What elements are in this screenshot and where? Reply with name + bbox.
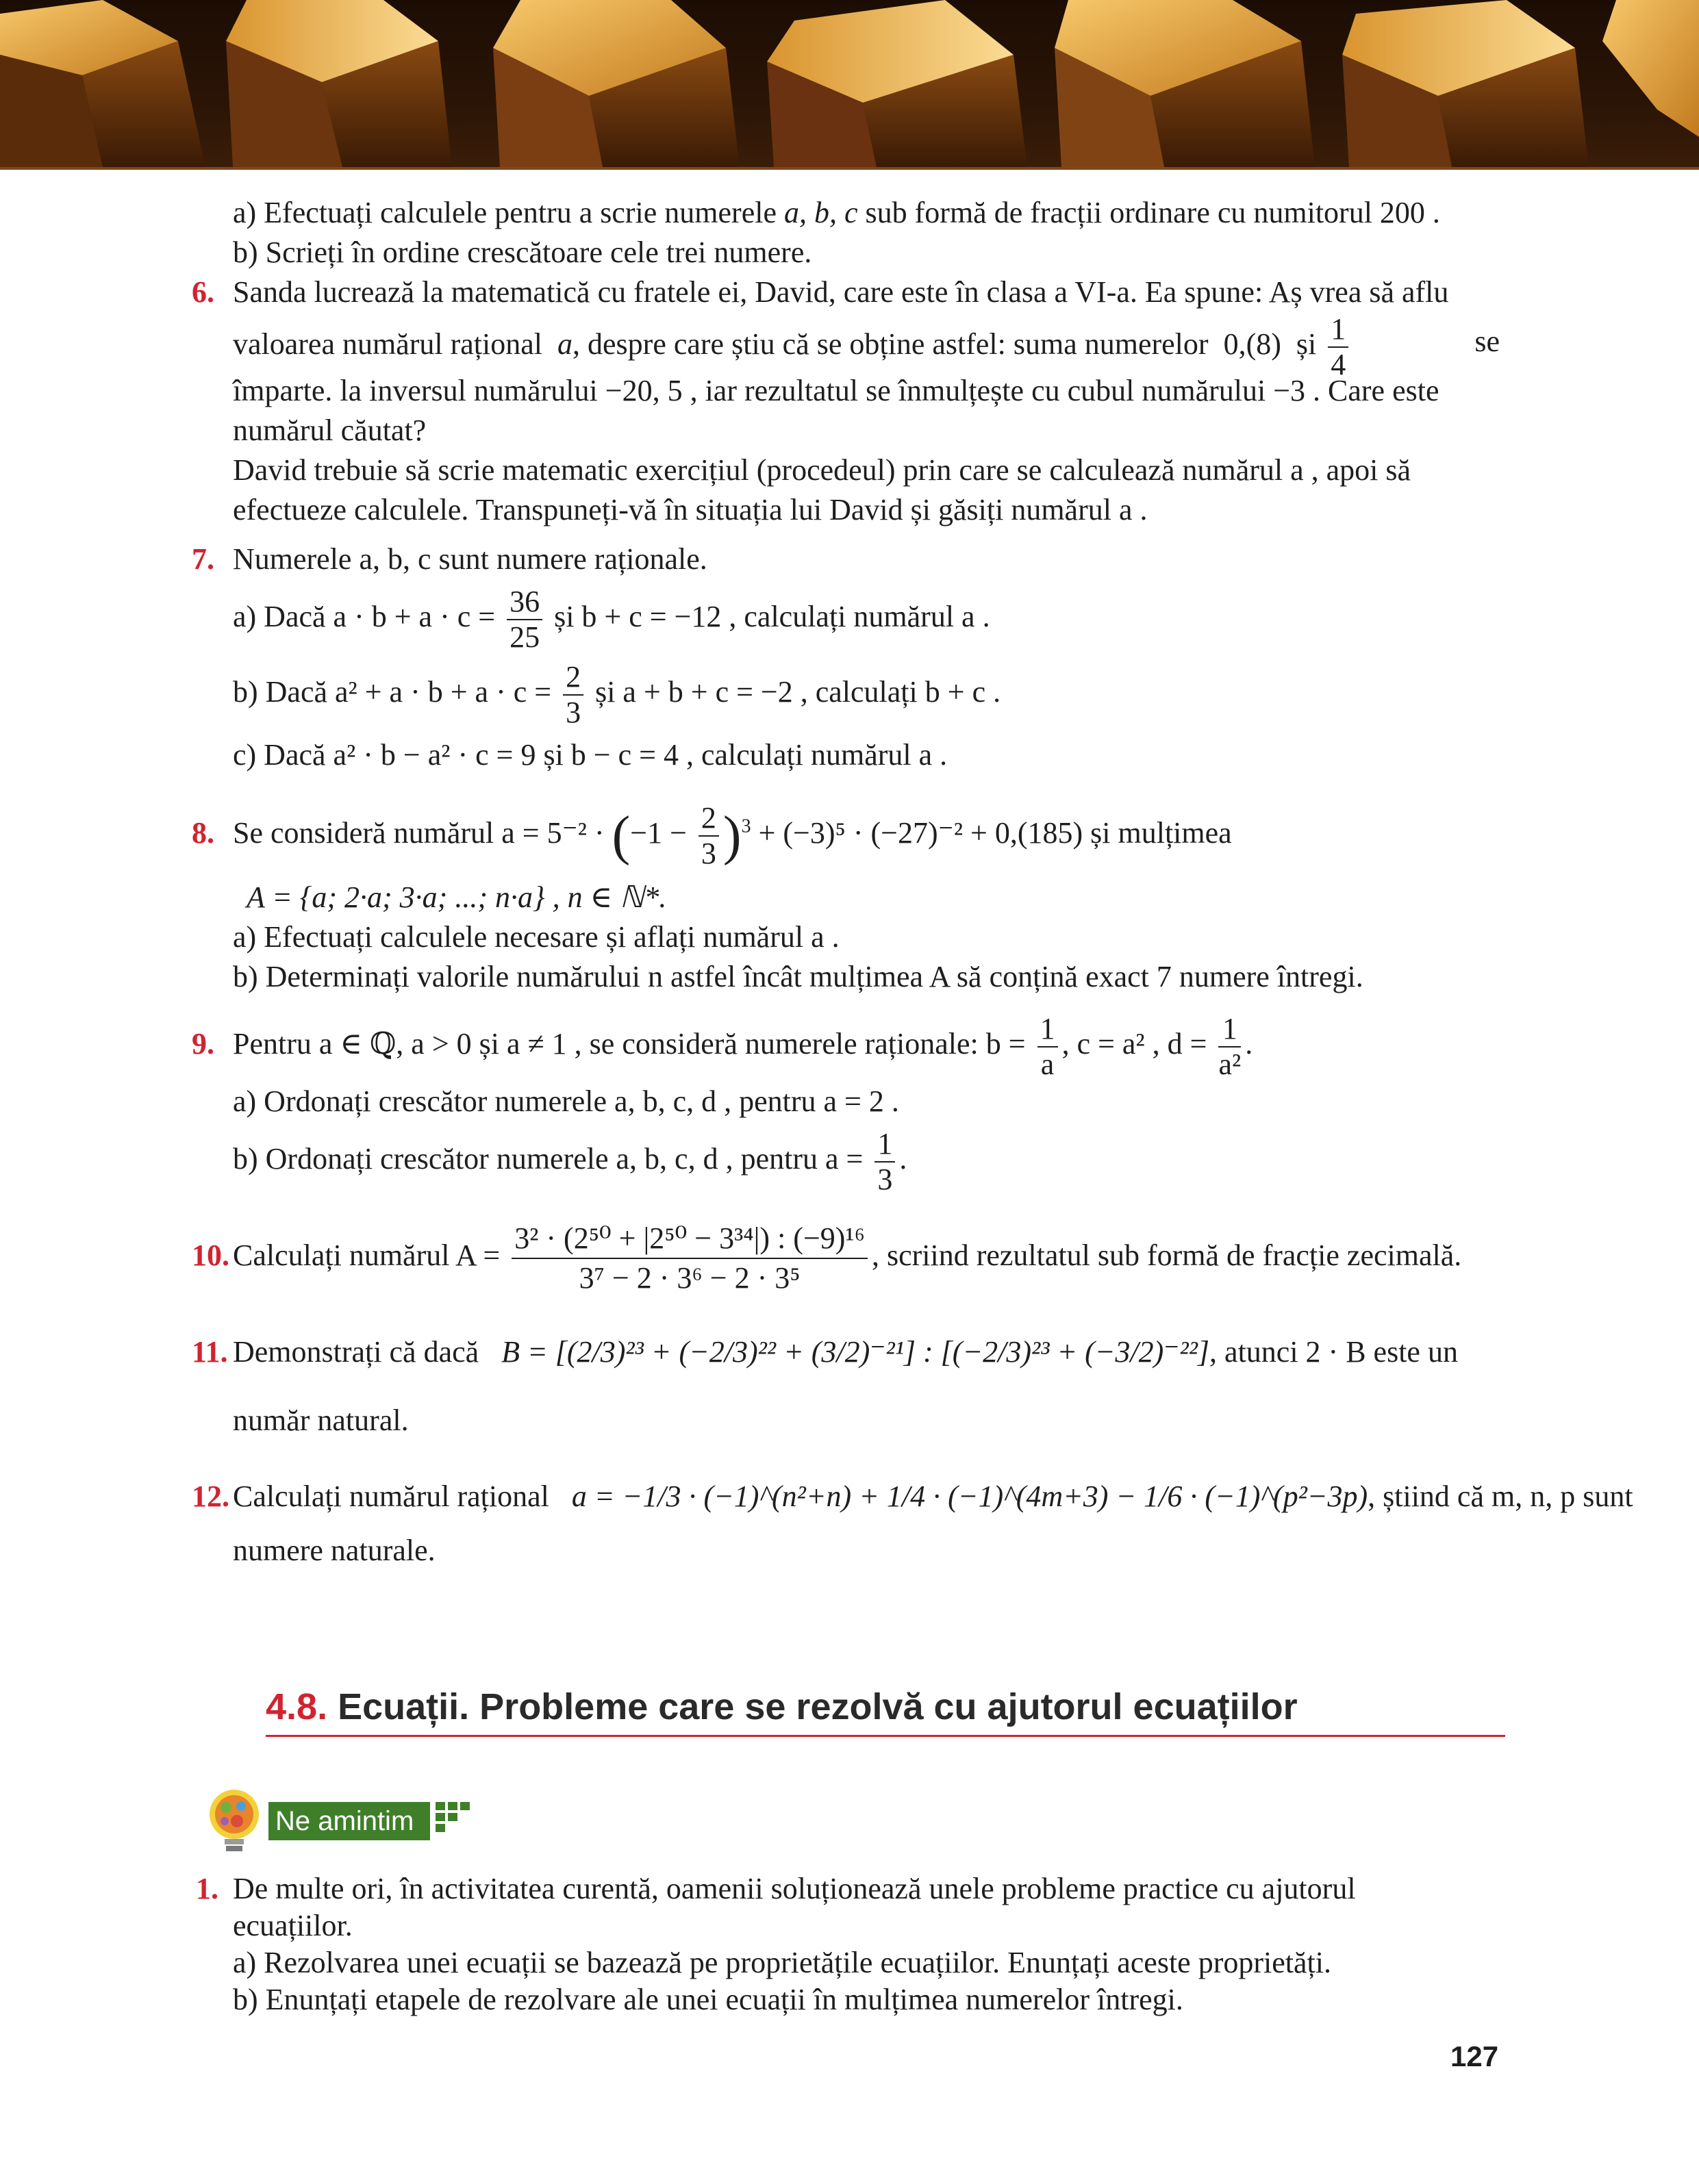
lightbulb-icon [203, 1787, 266, 1855]
recall-badge [203, 1787, 504, 1855]
exercise-7a-post: și b + c = −12 , calculați numărul a . [554, 600, 990, 633]
exercise-9-d-fraction: $\frac{1}{\text{a²}}$ [1218, 1011, 1242, 1081]
recall-number: 1. [196, 1872, 218, 1905]
exercise-7a-pre: a) Dacă a · b + a · c = [233, 600, 496, 633]
exercise-6-text-5: David trebuie să scrie matematic exercițiul (procedeul) prin care se calculează numărul a , apoi să [233, 453, 1411, 487]
exercise-8-set-text: A = {a; 2·a; 3·a; ...; n·a} , n ∈ ℕ*. [247, 880, 667, 914]
exercise-10 [192, 1215, 1500, 1297]
exercise-5b [233, 233, 1500, 272]
header-banner [0, 0, 1699, 167]
exercise-6-text-2e: se [1474, 325, 1500, 358]
recall-line-1 [196, 1870, 1500, 1907]
exercise-11-post: , atunci 2 · B este un [1209, 1335, 1458, 1369]
exercise-9-pre: Pentru a ∈ ℚ, a > 0 și a ≠ 1 , se consideră numerele raționale: b = [233, 1027, 1026, 1061]
exercise-6-line-2: valoarea numărul rațional a, despre care știu că se obține astfel: suma numerelor 0,(8) și $\frac{1}{4}$ se [233, 312, 1500, 381]
recall-line-a [196, 1944, 1500, 1981]
exercise-8-number: 8. [192, 816, 214, 850]
exercise-6-line-4 [233, 411, 1500, 450]
exercise-7-text: Numerele a, b, c sunt numere raționale. [233, 542, 707, 576]
exercise-6-periodic: 0,(8) [1223, 327, 1281, 361]
exercise-9b-pre: b) Ordonați crescător numerele a, b, c, d , pentru a = [233, 1142, 864, 1176]
exercise-8-post: + (−3)⁵ · (−27)⁻² + 0,(185) și mulțimea [758, 816, 1232, 850]
exercise-12-expression: a = −1/3 · (−1)^(n²+n) + 1/4 · (−1)^(4m+3) − 1/6 · (−1)^(p²−3p) [571, 1480, 1368, 1513]
exercise-7b-pre: b) Dacă a² + a · b + a · c = [233, 675, 552, 709]
exercise-8-exponent: 3 [741, 815, 751, 837]
exercise-5a [233, 193, 1500, 233]
exercise-11-expression: [(2/3)²³ + (−2/3)²² + (3/2)⁻²¹] : [(−2/3)²³ + (−3/2)⁻²²] [555, 1335, 1210, 1369]
exercise-9b-fraction: $\frac{1}{3}$ [874, 1127, 895, 1197]
exercise-10-pre: Calculați numărul A = [233, 1239, 501, 1272]
exercise-6-text-4: numărul căutat? [233, 414, 427, 447]
exercise-8b [233, 957, 1500, 997]
exercise-8-set [233, 878, 1500, 917]
exercise-8b-text: b) Determinați valorile numărului n astfel încât mulțimea A să conțină exact 7 numere întregi. [233, 960, 1363, 993]
banner-divider [0, 167, 1699, 170]
exercise-9-line-1 [192, 1006, 1500, 1082]
recall-text-1: De multe ori, în activitatea curentă, oamenii soluționează unele probleme practice cu ajutorul [233, 1872, 1356, 1905]
exercise-7a [233, 579, 1500, 655]
recall-text-a: a) Rezolvarea unei ecuații se bazează pe proprietățile ecuațiilor. Enunțați aceste proprietăți. [233, 1946, 1331, 1979]
exercise-12-post: , știind că m, n, p sunt [1368, 1480, 1633, 1513]
exercise-5b-text: b) Scrieți în ordine crescătoare cele trei numere. [233, 236, 812, 269]
exercise-11-text-2: număr natural. [233, 1404, 409, 1437]
exercise-9-number: 9. [192, 1027, 214, 1061]
badge-label: Ne amintim [268, 1802, 430, 1840]
exercise-9b [233, 1121, 1500, 1197]
recall-text-b: b) Enunțați etapele de rezolvare ale unei ecuații în mulțimea numerelor întregi. [233, 1983, 1183, 2016]
exercise-6-text-6: efectueze calculele. Transpuneți-vă în situația lui David și găsiți numărul a . [233, 493, 1148, 526]
exercise-7b-post: și a + b + c = −2 , calculați b + c . [595, 675, 1001, 709]
exercise-8a [233, 917, 1500, 957]
exercise-10-fraction: $\frac{\text{3² · (2⁵⁰ + |2⁵⁰ − 3³⁴|) : (−9)¹⁶}}{\text{3⁷ − 2 · 3⁶ − 2 · 3⁵}}$ [512, 1219, 868, 1297]
exercise-10-post: , scriind rezultatul sub formă de fracție zecimală. [871, 1239, 1462, 1272]
exercise-6-and: și [1296, 327, 1317, 361]
exercise-9-mid: , c = a² , d = [1061, 1027, 1207, 1061]
recall-text-2: ecuațiilor. [233, 1909, 353, 1942]
exercise-6-text-3: împarte. la inversul numărului −20, 5 , iar rezultatul se înmulțește cu cubul numărului −3 . Care este [233, 374, 1439, 407]
exercise-5a-end: sub formă de fracții ordinare cu numitorul 200 . [865, 196, 1440, 229]
exercise-6-text-2b: , despre care știu că se obține astfel: suma numerelor [572, 327, 1209, 361]
exercise-12-number: 12. [192, 1480, 229, 1513]
exercise-6-number: 6. [192, 275, 214, 309]
exercise-7-number: 7. [192, 542, 214, 576]
exercise-9a [233, 1082, 1500, 1121]
recall-line-2 [196, 1907, 1500, 1944]
exercise-12-line-1 [192, 1462, 1633, 1531]
exercise-8-inner: −1 − [630, 816, 687, 850]
exercise-6-line-6 [233, 490, 1500, 530]
exercise-5a-vars: a, b, c [783, 196, 858, 229]
exercise-9-b-fraction: $\frac{1}{a}$ [1037, 1012, 1058, 1082]
gold-cubes-illustration [0, 0, 1699, 167]
exercise-7c-text: c) Dacă a² · b − a² · c = 9 și b − c = 4 , calculați numărul a . [233, 738, 948, 772]
exercise-11-number: 11. [192, 1335, 228, 1369]
exercise-11-pre: Demonstrați că dacă [233, 1335, 479, 1369]
exercise-8a-text: a) Efectuați calculele necesare și aflați numărul a . [233, 920, 840, 954]
recall-line-b [196, 1981, 1500, 2018]
section-title: Ecuații. Probleme care se rezolvă cu ajutorul ecuațiilor [338, 1686, 1298, 1727]
exercise-list [192, 193, 1633, 1571]
exercise-11-B: B = [501, 1335, 548, 1369]
exercise-7c [233, 735, 1500, 775]
exercise-8-pre: Se consideră numărul a = 5⁻² · [233, 816, 605, 850]
section-heading [266, 1686, 1505, 1737]
recall-exercise [196, 1870, 1500, 2018]
exercise-12-pre: Calculați numărul rațional [233, 1480, 549, 1513]
page-number: 127 [1450, 2040, 1499, 2072]
exercise-6-fraction: $\frac{1}{4}$ [1328, 312, 1348, 382]
exercise-6-text-2a: valoarea numărul rațional [233, 327, 543, 361]
exercise-6-line-5 [233, 450, 1500, 490]
exercise-11-line-1 [192, 1308, 1500, 1397]
exercise-12-text-2: numere naturale. [233, 1534, 436, 1567]
exercise-9-end: . [1245, 1027, 1253, 1061]
section-number: 4.8. [266, 1686, 328, 1727]
grid-squares-icon [436, 1802, 479, 1840]
exercise-9b-end: . [899, 1142, 907, 1176]
exercise-7a-fraction: $\frac{36}{25}$ [507, 585, 542, 655]
exercise-6-text-1: Sanda lucrează la matematică cu fratele ei, David, care este în clasa a VI-a. Ea spune: Aș vrea să aflu [233, 275, 1449, 309]
exercise-12-line-2 [233, 1531, 1500, 1571]
exercise-7-line-1 [192, 539, 1500, 579]
exercise-11-line-2 [233, 1401, 1500, 1440]
exercise-6-line-1 [192, 272, 1500, 312]
exercise-8-fraction: $\frac{2}{3}$ [699, 801, 719, 871]
exercise-6-line-3 [233, 371, 1500, 411]
exercise-7b-fraction: $\frac{2}{3}$ [563, 660, 583, 730]
exercise-7b [233, 655, 1500, 730]
exercise-8-line-1: 8. Se consideră numărul a = 5⁻² · (−1 − $\frac{2}{3}$ )$^3$ + (−3)⁵ · (−27)⁻² + 0,(185) și mulțimea [192, 796, 1500, 871]
exercise-10-number: 10. [192, 1239, 229, 1272]
exercise-5a-text: a) Efectuați calculele pentru a scrie numerele [233, 196, 777, 229]
exercise-9a-text: a) Ordonați crescător numerele a, b, c, d , pentru a = 2 . [233, 1084, 899, 1118]
